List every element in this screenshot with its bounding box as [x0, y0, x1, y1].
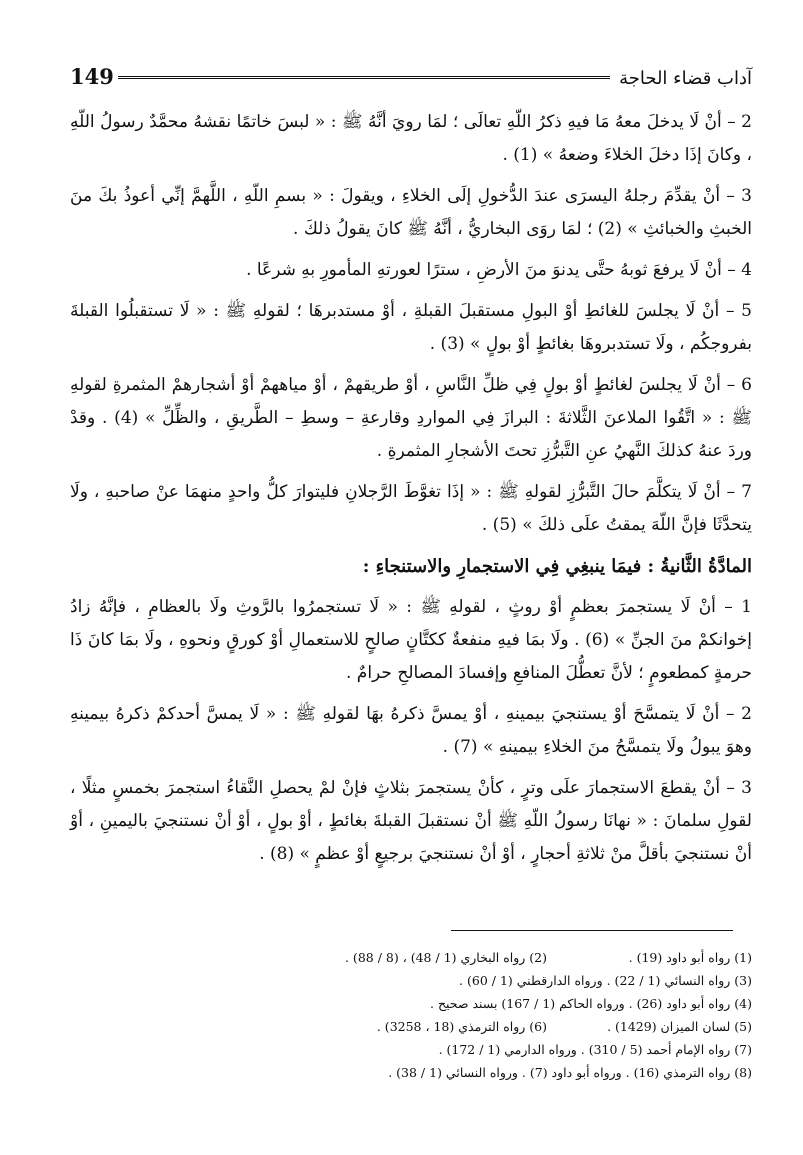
- page-header: [70, 62, 752, 96]
- item-7: 7 – أنْ لَا يتكلَّمَ حالَ التَّبرُّزِ لقولهِ ﷺ : « إذَا تغوَّطَ الرَّجلانِ فليتوارَ كلُّ واحدٍ منهمَا عنْ صاحبهِ ، ولَا يتحدَّثَا فإنَّ اللّهَ يمقتُ علَى ذلكَ » (5) .: [70, 482, 752, 535]
- footnote-row: [70, 1038, 752, 1061]
- section-heading-sub: : فيمَا ينبغِي فِي الاستجمارِ والاستنجاءِ :: [362, 556, 661, 577]
- page-number: 149: [70, 64, 114, 89]
- rule-1: 1 – أنْ لَا يستجمرَ بعظمٍ أوْ روثٍ ، لقولهِ ﷺ : « لَا تستجمرُوا بالرَّوثِ ولَا بالعظامِ ، فإنَّهُ زادُ إخوانكمْ منَ الجنِّ » (6) . ولَا بمَا فيهِ منفعةٌ ككتَّانٍ صالحٍ للاستعمالِ أوْ كورقٍ ونحوهِ ، ولَا بمَا كانَ ذَا حرمةٍ كمطعومٍ ؛ لأنَّ تعطُّلَ المنافعِ وإفسادَ المصالحِ حرامٌ .: [70, 597, 752, 683]
- footnote-row: [70, 992, 752, 1015]
- footnote-1: (1) رواه أبو داود (19) .: [628, 950, 752, 965]
- rule-3: 3 – أنْ يقطعَ الاستجمارَ علَى وترٍ ، كأنْ يستجمرَ بثلاثٍ فإنْ لمْ يحصلِ النَّقاءُ استجمرَ بخمسٍ مثلًا ، لقولِ سلمانَ : « نهانَا رسولُ اللّهِ ﷺ أنْ نستقبلَ القبلةَ بغائطٍ ، أوْ بولٍ ، أوْ أنْ نستنجيَ باليمينِ ، أوْ أنْ نستنجيَ بأقلَّ منْ ثلاثةِ أحجارٍ ، أوْ أنْ نستنجيَ برجيعٍ أوْ عظمٍ » (8) .: [70, 778, 752, 864]
- footnote-4: (4) رواه أبو داود (26) . ورواه الحاكم (1 / 167) بسند صحيح .: [430, 996, 752, 1011]
- section-heading-main: المادَّةُ الثَّانيةُ: [660, 556, 752, 577]
- item-3: 3 – أنْ يقدِّمَ رجلهُ اليسرَى عندَ الدُّخولِ إلَى الخلاءِ ، ويقولَ : « بسمِ اللّهِ ، اللَّهمَّ إنِّي أعوذُ بكَ منَ الخبثِ والخبائثِ » (2) ؛ لمَا روَى البخاريُّ ، أنَّهُ ﷺ كانَ يقولُ ذلكَ .: [70, 186, 752, 239]
- item-6: 6 – أنْ لَا يجلسَ لغائطٍ أوْ بولٍ فِي ظلِّ النَّاسِ ، أوْ طريقهمْ ، أوْ مياههمْ أوْ أشجارهمْ المثمرةِ لقولهِ ﷺ : « اتَّقُوا الملاعنَ الثَّلاثةَ : البرازَ فِي المواردِ وقارعةِ – وسطِ – الطَّريقِ ، والظِّلِّ » (4) . وقدْ وردَ عنهُ كذلكَ النَّهيُ عنِ التَّبرُّزِ تحتَ الأشجارِ المثمرةِ .: [70, 375, 752, 461]
- footnote-row: [70, 946, 752, 969]
- header-rule: [118, 76, 610, 82]
- running-title: آداب قضاء الحاجة: [619, 68, 752, 89]
- section-heading: [70, 550, 752, 583]
- footnote-2: (2) رواه البخاري (1 / 48) ، (8 / 88) .: [344, 950, 547, 965]
- footnote-5: (5) لسان الميزان (1429) .: [607, 1019, 752, 1034]
- footnote-3: (3) رواه النسائي (1 / 22) . ورواه الدارقطني (1 / 60) .: [459, 973, 752, 988]
- footnote-row: [70, 1015, 752, 1038]
- footnote-row: [70, 1061, 752, 1084]
- footnote-8: (8) رواه الترمذي (16) . ورواه أبو داود (7) . ورواه النسائي (1 / 38) .: [388, 1065, 752, 1080]
- rule-2: 2 – أنْ لَا يتمسَّحَ أوْ يستنجيَ بيمينهِ ، أوْ يمسَّ ذكرهُ بهَا لقولهِ ﷺ : « لَا يمسَّ أحدكمْ ذكرهُ بيمينهِ وهوَ يبولُ ولَا يتمسَّحُ منَ الخلاءِ بيمينهِ » (7) .: [70, 704, 752, 757]
- footnote-6: (6) رواه الترمذي (18 ، 3258) .: [376, 1019, 547, 1034]
- footnote-7: (7) رواه الإمام أحمد (5 / 310) . ورواه الدارمي (1 / 172) .: [438, 1042, 752, 1057]
- page-body: [70, 106, 752, 879]
- footnote-separator: [451, 930, 733, 931]
- item-5: 5 – أنْ لَا يجلسَ للغائطِ أوْ البولِ مستقبلَ القبلةِ ، أوْ مستدبرهَا ؛ لقولهِ ﷺ : « لَا تستقبلُوا القبلةَ بفروجكُم ، ولَا تستدبروهَا بغائطٍ أوْ بولٍ » (3) .: [70, 301, 752, 354]
- item-4: 4 – أنْ لَا يرفعَ ثوبهُ حتَّى يدنوَ منَ الأرضِ ، سترًا لعورتهِ المأمورِ بهِ شرعًا .: [246, 260, 752, 280]
- footnotes: [70, 946, 752, 1084]
- footnote-row: [70, 969, 752, 992]
- item-2: 2 – أنْ لَا يدخلَ معهُ مَا فيهِ ذكرُ اللّهِ تعالَى ؛ لمَا رويَ أنَّهُ ﷺ : « لبسَ خاتمًا نقشهُ محمَّدٌ رسولُ اللّهِ ، وكانَ إذَا دخلَ الخلاءَ وضعهُ » (1) .: [70, 112, 752, 165]
